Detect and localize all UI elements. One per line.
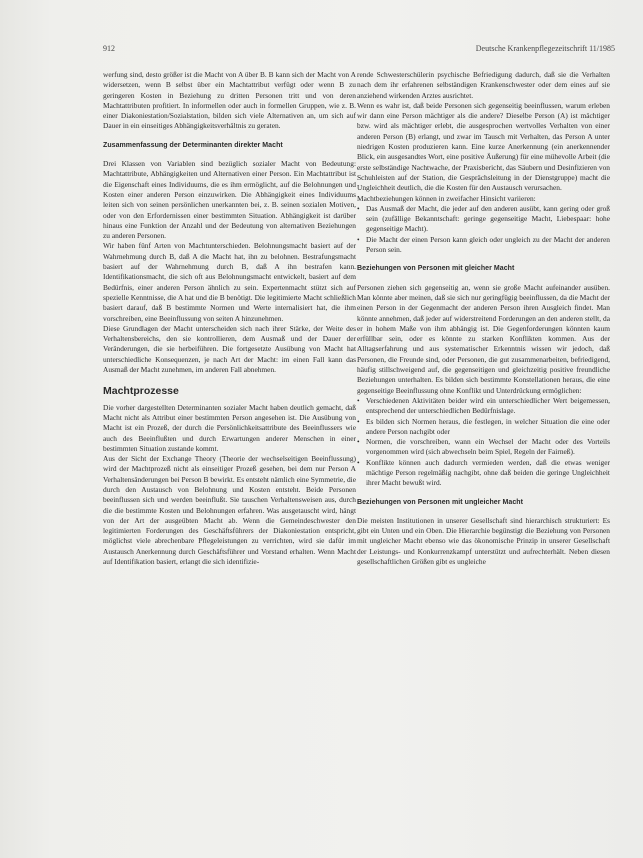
paragraph: Wir haben fünf Arten von Machtunterschieden. Belohnungsmacht basiert auf der Wahrnehmung durch B, daß A die Macht hat, ihn zu belohnen. Bestrafungsmacht basiert auf der Wahrnehmung durch B, daß A ihn bestrafen kann. Identifikationsmacht, die sich oft aus Belohnungsmacht entwickelt, basiert auf dem Bedürfnis, einer anderen Person ähnlich zu sein. Expertenmacht stützt sich auf spezielle Kenntnisse, die A hat und die B benötigt. Die legitimierte Macht schließlich basiert darauf, daß B bestimmte Normen und Werte internalisiert hat, die ihm vorschreiben, eine Beeinflussung von seiten A hinzunehmen. — [103, 241, 356, 323]
bullet-icon: • — [357, 234, 360, 244]
subheading: Beziehungen von Personen mit gleicher Macht — [357, 265, 515, 273]
bullet-item — [357, 204, 610, 235]
page-number: 912 — [103, 44, 115, 53]
bullet-text: Konflikte können auch dadurch vermieden werden, daß die etwas weniger mächtige Person regelmäßig nachgibt, ohne daß beiden die geringe Ungleichheit ihrer Macht bewußt wird. — [366, 457, 610, 488]
paragraph: Machtbeziehungen können in zweifacher Hinsicht variieren: — [357, 193, 536, 203]
paragraph: Wenn es wahr ist, daß beide Personen sich gegenseitig beeinflussen, warum erleben wir dann eine Person mächtiger als die andere? Dieselbe Person (A) ist mächtiger bzw. wird als mächtiger erlebt, die ausgesprochen wertvolles Verhalten von einer anderen Person (B) erlangt, und zwar im Tausch mit Verhalten, das Person A unter niedrigen Kosten produzieren kann. Eine kurze Anerkennung (ein anerkennender Blick, ein ausgesandtes Wort, eine positive Äußerung) für eine mühevolle Arbeit (die erste selbständige Nachtwache, der Praxisbericht, das Säubern und Desinfizieren von Schuhleisten auf der Station, die Gesprächsleitung in der Dienstgruppe) macht die Ungleichheit deutlich, die die Kosten für den Austausch verursachen. — [357, 100, 610, 193]
bullet-text: Die Macht der einen Person kann gleich oder ungleich zu der Macht der anderen Person sein. — [366, 234, 610, 255]
section-title: Machtprozesse — [103, 385, 179, 398]
paragraph: Die vorher dargestellten Determinanten sozialer Macht haben deutlich gemacht, daß Macht nicht als Attribut einer bestimmten Person angesehen ist. Die Ausübung von Macht ist ein Prozeß, der durch die Persönlichkeitsattribute des Beeinflussers wie auch des Beeinflußten und durch Erwartungen anderer Menschen in einer bestimmten Situation zustande kommt. — [103, 402, 356, 453]
bullet-icon: • — [357, 437, 360, 447]
journal-title: Deutsche Krankenpflegezeitschrift 11/1985 — [475, 44, 615, 53]
bullet-text: Normen, die vorschreiben, wann ein Wechsel der Macht oder des Vorteils vorgenommen wird (sich abwechseln beim Spiel, Regeln der Fairneß). — [366, 437, 610, 457]
paragraph: rende Schwesterschülerin psychische Befriedigung dadurch, daß sie die Verhalten nach dem ihr erfahrenen selbständigen Krankenschwester oder dem eines auf sie anziehend wirkenden Arztes ausrichtet. — [357, 70, 610, 100]
left-column — [103, 70, 356, 567]
paragraph: werfung sind, desto größer ist die Macht von A über B. B kann sich der Macht von A widersetzen, wenn B selbst über ein Machtattribut verfügt oder wenn B zu geringeren Kosten in Beziehung zu dritten Personen tritt und von deren Machtattributen profitiert. In informellen oder auch in formellen Gruppen, wie z. B. einer Diakoniestation/Sozialstation, bilden sich viele Alternativen an, um sich auf Dauer in ein einseitiges Abhängigkeitsverhältnis zu geraten. — [103, 70, 356, 131]
bullet-item — [357, 235, 610, 256]
paragraph: Die meisten Institutionen in unserer Gesellschaft sind hierarchisch strukturiert: Es gibt ein Unten und ein Oben. Die Hierarchie begünstigt die Beziehung von Personen mit ungleicher Macht ebenso wie das ökonomische Prinzip in unserer Gesellschaft der Leistungs- und Konkurrenzkampf unterstützt und aufrechterhält. Neben diesen gesellschaftlichen Größen gibt es ungleiche — [357, 515, 610, 567]
paragraph: Aus der Sicht der Exchange Theory (Theorie der wechselseitigen Beeinflussung) wird der Machtprozeß nicht als einseitiger Prozeß gesehen, bei dem nur Person A Verhaltensänderungen bei Person B bewirkt. Es entsteht nämlich eine Symmetrie, die durch den Austausch von Belohnung und Kosten entsteht. Beide Personen beeinflussen sich und werden beeinflußt. Sie tauschen Verhaltensweisen aus, durch die die bestimmte Kosten und Belohnungen erfahren. Was ausgetauscht wird, hängt von der Art der ausgeübten Macht ab. Wenn die Gemeindeschwester den legitimierten Forderungen des Geschäftsführers der Diakoniestation entspricht, möglichst viele abrechenbare Pflegeleistungen zu verrichten, wird sie dafür im Austausch Anerkennung durch Geschäftsführer und Vorstand erhalten. Wenn Macht auf Identifikation basiert, erlangt die sich identifizie- — [103, 454, 356, 567]
subheading: Beziehungen von Personen mit ungleicher Macht — [357, 498, 523, 506]
bullet-text: Das Ausmaß der Macht, die jeder auf den anderen ausübt, kann gering oder groß sein (zufällige Bekanntschaft: geringe gegenseitige Macht, Liebespaar: hohe gegenseitige Macht). — [366, 203, 610, 234]
paragraph: Drei Klassen von Variablen sind bezüglich sozialer Macht von Bedeutung: Machtattribute, Abhängigkeiten und Alternativen einer Person. Ein Machtattribut ist die Eigenschaft eines Individuums, die es ihm ermöglicht, auf die Belohnungen und Kosten einer anderen Person einzuwirken. Die Abhängigkeit eines Individuums leiten sich von seinen persönlichen unerkannten bei, z. B. seinen sozialen Motiven, oder von den Erfordernissen einer bestimmten Situation. Abhängigkeit ist darüber hinaus eine Funktion der Anzahl und der Bedeutung von alternativen Beziehungen zu anderen Personen. — [103, 159, 356, 241]
bullet-item — [357, 437, 610, 458]
paragraph: Diese Grundlagen der Macht unterscheiden sich nach ihrer Stärke, der Weite des Verhaltensbereichs, den sie kontrollieren, dem Ausmaß und der Dauer der Veränderungen, die sie herbeiführen. Die fortgesetzte Ausübung von Macht hat unterschiedliche Konsequenzen, je nach Art der Macht: im einen Fall kann das Ausmaß der Macht zunehmen, im anderen Fall abnehmen. — [103, 323, 356, 375]
bullet-icon: • — [357, 395, 360, 405]
bullet-text: Verschiedenen Aktivitäten beider wird ein unterschiedlicher Wert beigemessen, entsprechend der unterschiedlichen Bedürfnislage. — [366, 395, 610, 416]
page-header — [0, 44, 643, 58]
bullet-icon: • — [357, 416, 360, 426]
bullet-item — [357, 417, 610, 438]
bullet-text: Es bilden sich Normen heraus, die festlegen, in welcher Situation die eine oder andere Person nachgibt oder — [366, 416, 610, 436]
bullet-item — [357, 458, 610, 489]
paragraph: Personen ziehen sich gegenseitig an, wenn sie große Macht aufeinander ausüben. Man könnte aber meinen, daß sie sich nur geringfügig beeinflussen, da die Macht der einen Person in der Gegenmacht der anderen Person ihren Ausgleich findet. Man könnte annehmen, daß jeder auf widerstreitend Forderungen an den anderen stellt, da er in hohem Maße von ihm abhängig ist. Die Gegenforderungen könnten kaum erfüllbar sein, oder es könnte zu starken Konflikten kommen. Aus der Alltagserfahrung und aus systematischer Erkenntnis wissen wir jedoch, daß Personen, die Freunde sind, oder Personen, die gut zusammenarbeiten, befriedigend, häufig stillschweigend auf, die gegenseitigen und gleichzeitig positive freundliche Beziehungen unterhalten. Es bilden sich bestimmte Konstellationen heraus, die eine gegenseitige Beeinflussung ohne Konflikt und Unterdrückung ermöglichen: — [357, 282, 610, 395]
subheading: Zusammenfassung der Determinanten direkter Macht — [103, 141, 283, 149]
right-column — [357, 70, 610, 567]
bullet-item — [357, 396, 610, 417]
bullet-icon: • — [357, 457, 360, 467]
bullet-icon: • — [357, 203, 360, 213]
